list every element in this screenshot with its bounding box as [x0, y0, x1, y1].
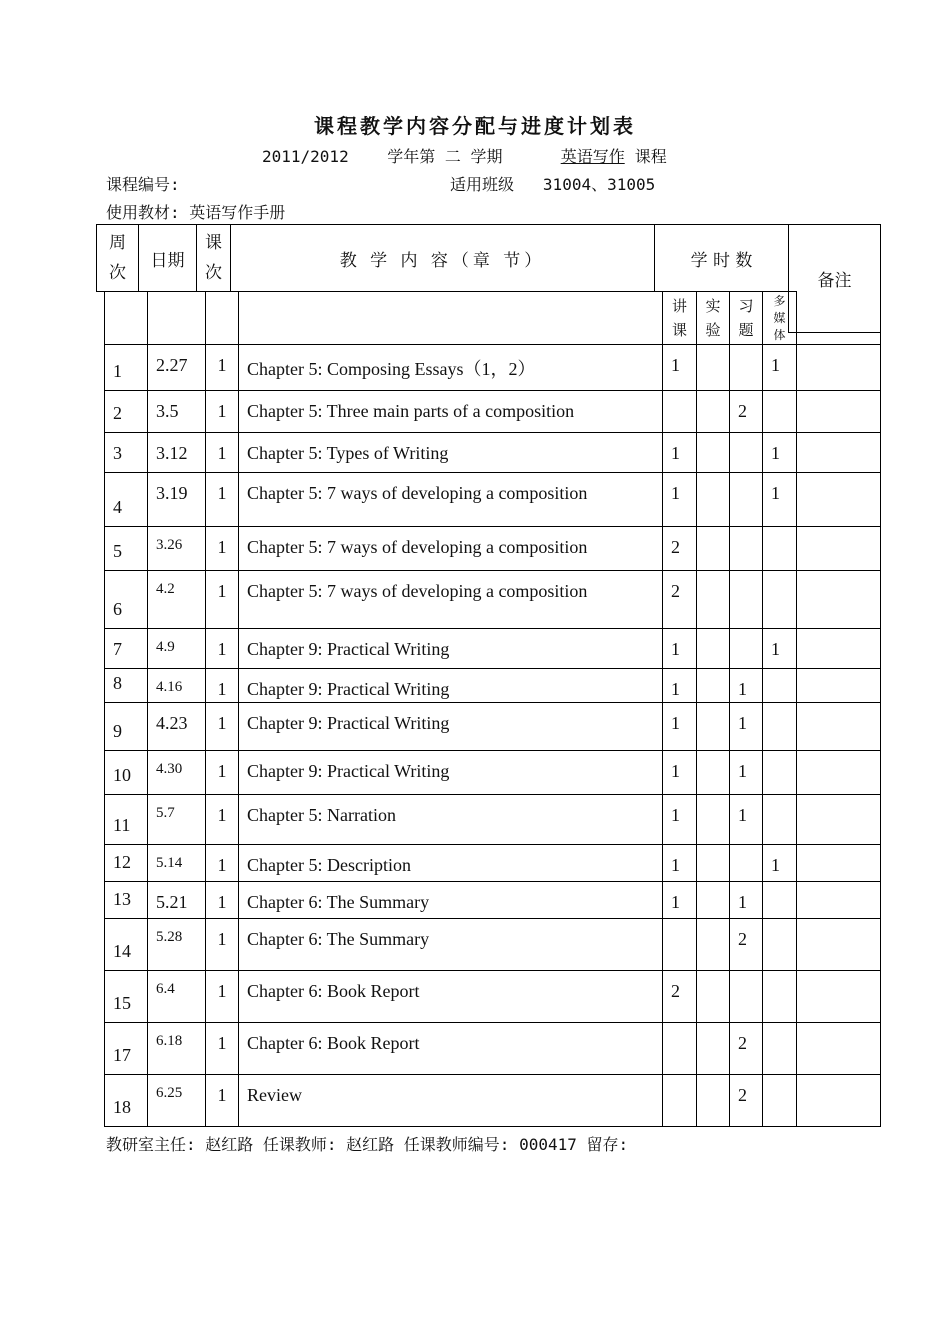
cell-lesson: 1 — [206, 971, 239, 1023]
cell-multimedia — [763, 571, 797, 629]
cell-multimedia — [763, 391, 797, 433]
col-lesson-header: 课次 — [197, 225, 231, 292]
cell-lesson: 1 — [206, 882, 239, 919]
cell-lesson: 1 — [206, 433, 239, 473]
table-row — [105, 882, 881, 919]
cell-multimedia — [763, 882, 797, 919]
subheader-lab: 实验 — [697, 292, 730, 345]
cell-lecture — [663, 1023, 697, 1075]
cell-multimedia — [763, 795, 797, 845]
cell-lab — [697, 1023, 730, 1075]
cell-date: 6.4 — [148, 971, 206, 1023]
course-suffix: 课程 — [634, 147, 667, 166]
cell-content: Chapter 6: The Summary — [239, 882, 663, 919]
cell-week: 10 — [105, 751, 148, 795]
cell-multimedia: 1 — [763, 473, 797, 527]
cell-lab — [697, 882, 730, 919]
cell-remarks — [797, 345, 881, 391]
cell-remarks — [797, 703, 881, 751]
cell-lecture — [663, 391, 697, 433]
cell-week: 3 — [105, 433, 148, 473]
cell-lecture: 1 — [663, 473, 697, 527]
cell-lecture — [663, 919, 697, 971]
cell-multimedia: 1 — [763, 345, 797, 391]
cell-lecture: 2 — [663, 571, 697, 629]
cell-remarks — [797, 433, 881, 473]
cell-content: Chapter 5: Narration — [239, 795, 663, 845]
col-date-header: 日期 — [139, 225, 197, 292]
cell-multimedia: 1 — [763, 433, 797, 473]
cell-week: 17 — [105, 1023, 148, 1075]
cell-exercise — [730, 473, 763, 527]
cell-exercise — [730, 345, 763, 391]
cell-lesson: 1 — [206, 919, 239, 971]
cell-lecture: 1 — [663, 845, 697, 882]
cell-lab — [697, 703, 730, 751]
cell-remarks — [797, 971, 881, 1023]
subheader-multimedia: 多媒体 — [763, 292, 797, 345]
table-row — [105, 391, 881, 433]
cell-multimedia — [763, 669, 797, 703]
cell-exercise: 1 — [730, 703, 763, 751]
cell-exercise — [730, 571, 763, 629]
cell-lesson: 1 — [206, 527, 239, 571]
cell-exercise: 2 — [730, 1075, 763, 1127]
cell-lesson: 1 — [206, 751, 239, 795]
cell-lab — [697, 629, 730, 669]
cell-lecture: 1 — [663, 703, 697, 751]
cell-lab — [697, 919, 730, 971]
table-row — [105, 629, 881, 669]
cell-date: 3.12 — [148, 433, 206, 473]
cell-week: 13 — [105, 882, 148, 919]
cell-content: Chapter 6: The Summary — [239, 919, 663, 971]
cell-week: 5 — [105, 527, 148, 571]
cell-content: Chapter 9: Practical Writing — [239, 751, 663, 795]
cell-lesson: 1 — [206, 669, 239, 703]
cell-week: 4 — [105, 473, 148, 527]
cell-multimedia — [763, 1075, 797, 1127]
cell-exercise: 1 — [730, 669, 763, 703]
cell-lecture: 1 — [663, 345, 697, 391]
cell-exercise — [730, 971, 763, 1023]
table-row — [105, 473, 881, 527]
cell-lab — [697, 345, 730, 391]
cell-content: Chapter 5: Three main parts of a composition — [239, 391, 663, 433]
cell-lesson: 1 — [206, 703, 239, 751]
cell-week: 1 — [105, 345, 148, 391]
cell-date: 4.2 — [148, 571, 206, 629]
cell-content: Chapter 5: 7 ways of developing a composition — [239, 571, 663, 629]
cell-remarks — [797, 795, 881, 845]
course-name: 英语写作 — [560, 147, 625, 166]
academic-year: 2011/2012 — [262, 147, 349, 166]
table-row — [105, 845, 881, 882]
cell-date: 5.14 — [148, 845, 206, 882]
cell-date: 4.30 — [148, 751, 206, 795]
cell-date: 4.23 — [148, 703, 206, 751]
cell-lab — [697, 1075, 730, 1127]
cell-lesson: 1 — [206, 1075, 239, 1127]
cell-content: Chapter 5: Composing Essays（1，2） — [239, 345, 663, 391]
cell-content: Chapter 5: 7 ways of developing a composition — [239, 527, 663, 571]
cell-lecture: 2 — [663, 527, 697, 571]
cell-exercise: 2 — [730, 391, 763, 433]
cell-content: Chapter 9: Practical Writing — [239, 703, 663, 751]
cell-remarks — [797, 845, 881, 882]
cell-remarks — [797, 1023, 881, 1075]
cell-multimedia: 1 — [763, 629, 797, 669]
cell-date: 4.9 — [148, 629, 206, 669]
cell-exercise — [730, 527, 763, 571]
cell-exercise — [730, 433, 763, 473]
cell-remarks — [797, 391, 881, 433]
cell-multimedia: 1 — [763, 845, 797, 882]
cell-lab — [697, 391, 730, 433]
cell-lab — [697, 433, 730, 473]
cell-week: 7 — [105, 629, 148, 669]
class-value: 31004、31005 — [542, 175, 656, 194]
table-row — [105, 971, 881, 1023]
cell-week: 18 — [105, 1075, 148, 1127]
cell-content: Chapter 5: 7 ways of developing a composition — [239, 473, 663, 527]
cell-multimedia — [763, 971, 797, 1023]
cell-week: 11 — [105, 795, 148, 845]
subheader-lecture: 讲课 — [663, 292, 697, 345]
col-hours-header: 学 时 数 — [655, 225, 789, 292]
cell-remarks — [797, 882, 881, 919]
cell-week: 15 — [105, 971, 148, 1023]
cell-date: 6.18 — [148, 1023, 206, 1075]
cell-remarks — [797, 919, 881, 971]
cell-week: 2 — [105, 391, 148, 433]
course-code-label: 课程编号: — [106, 175, 180, 194]
cell-lesson: 1 — [206, 345, 239, 391]
cell-exercise — [730, 845, 763, 882]
cell-remarks — [797, 527, 881, 571]
table-row — [105, 527, 881, 571]
cell-date: 3.5 — [148, 391, 206, 433]
cell-lecture: 1 — [663, 669, 697, 703]
cell-date: 2.27 — [148, 345, 206, 391]
cell-multimedia — [763, 751, 797, 795]
cell-lesson: 1 — [206, 1023, 239, 1075]
table-row — [105, 919, 881, 971]
cell-lecture: 2 — [663, 971, 697, 1023]
cell-date: 5.28 — [148, 919, 206, 971]
cell-multimedia — [763, 527, 797, 571]
cell-remarks — [797, 629, 881, 669]
semester: 学年第 二 学期 — [387, 147, 503, 166]
cell-exercise: 2 — [730, 1023, 763, 1075]
cell-exercise — [730, 629, 763, 669]
table-row — [105, 345, 881, 391]
table-row — [105, 669, 881, 703]
col-week-header: 周次 — [97, 225, 139, 292]
cell-week: 6 — [105, 571, 148, 629]
cell-remarks — [797, 669, 881, 703]
cell-lab — [697, 571, 730, 629]
cell-lab — [697, 971, 730, 1023]
cell-lesson: 1 — [206, 473, 239, 527]
cell-exercise: 2 — [730, 919, 763, 971]
cell-content: Chapter 9: Practical Writing — [239, 629, 663, 669]
cell-content: Chapter 5: Types of Writing — [239, 433, 663, 473]
cell-multimedia — [763, 919, 797, 971]
cell-multimedia — [763, 1023, 797, 1075]
cell-lecture: 1 — [663, 629, 697, 669]
cell-exercise: 1 — [730, 882, 763, 919]
cell-date: 5.21 — [148, 882, 206, 919]
cell-week: 14 — [105, 919, 148, 971]
cell-week: 9 — [105, 703, 148, 751]
cell-remarks — [797, 1075, 881, 1127]
textbook: 使用教材: 英语写作手册 — [106, 203, 286, 222]
cell-lab — [697, 473, 730, 527]
cell-lesson: 1 — [206, 571, 239, 629]
table-row — [105, 751, 881, 795]
class-info — [450, 172, 655, 195]
cell-lesson: 1 — [206, 845, 239, 882]
semester-line — [262, 144, 667, 167]
schedule-table — [104, 291, 881, 1127]
cell-exercise: 1 — [730, 795, 763, 845]
cell-lecture: 1 — [663, 795, 697, 845]
cell-remarks — [797, 751, 881, 795]
table-row — [105, 703, 881, 751]
footer-signatures: 教研室主任: 赵红路 任课教师: 赵红路 任课教师编号: 000417 留存: — [106, 1135, 629, 1154]
cell-date: 3.19 — [148, 473, 206, 527]
cell-remarks — [797, 571, 881, 629]
cell-lab — [697, 527, 730, 571]
cell-lecture: 1 — [663, 882, 697, 919]
table-row — [105, 433, 881, 473]
subheader-exercise: 习题 — [730, 292, 763, 345]
table-row — [105, 1075, 881, 1127]
cell-date: 5.7 — [148, 795, 206, 845]
cell-week: 8 — [105, 669, 148, 703]
cell-lesson: 1 — [206, 391, 239, 433]
table-row — [105, 571, 881, 629]
cell-content: Review — [239, 1075, 663, 1127]
cell-lecture — [663, 1075, 697, 1127]
cell-exercise: 1 — [730, 751, 763, 795]
table-row — [105, 795, 881, 845]
cell-date: 4.16 — [148, 669, 206, 703]
col-remarks-header: 备注 — [789, 225, 881, 333]
cell-lecture: 1 — [663, 751, 697, 795]
cell-lab — [697, 751, 730, 795]
cell-lab — [697, 795, 730, 845]
cell-content: Chapter 6: Book Report — [239, 971, 663, 1023]
table-row — [105, 1023, 881, 1075]
class-label: 适用班级 — [450, 175, 515, 194]
cell-lesson: 1 — [206, 795, 239, 845]
cell-lab — [697, 669, 730, 703]
cell-lecture: 1 — [663, 433, 697, 473]
cell-date: 6.25 — [148, 1075, 206, 1127]
cell-remarks — [797, 473, 881, 527]
cell-content: Chapter 5: Description — [239, 845, 663, 882]
cell-week: 12 — [105, 845, 148, 882]
cell-lesson: 1 — [206, 629, 239, 669]
page-title: 课程教学内容分配与进度计划表 — [314, 114, 636, 138]
cell-multimedia — [763, 703, 797, 751]
cell-date: 3.26 — [148, 527, 206, 571]
cell-lab — [697, 845, 730, 882]
col-content-header: 教 学 内 容（章 节） — [231, 225, 655, 292]
cell-content: Chapter 6: Book Report — [239, 1023, 663, 1075]
cell-content: Chapter 9: Practical Writing — [239, 669, 663, 703]
